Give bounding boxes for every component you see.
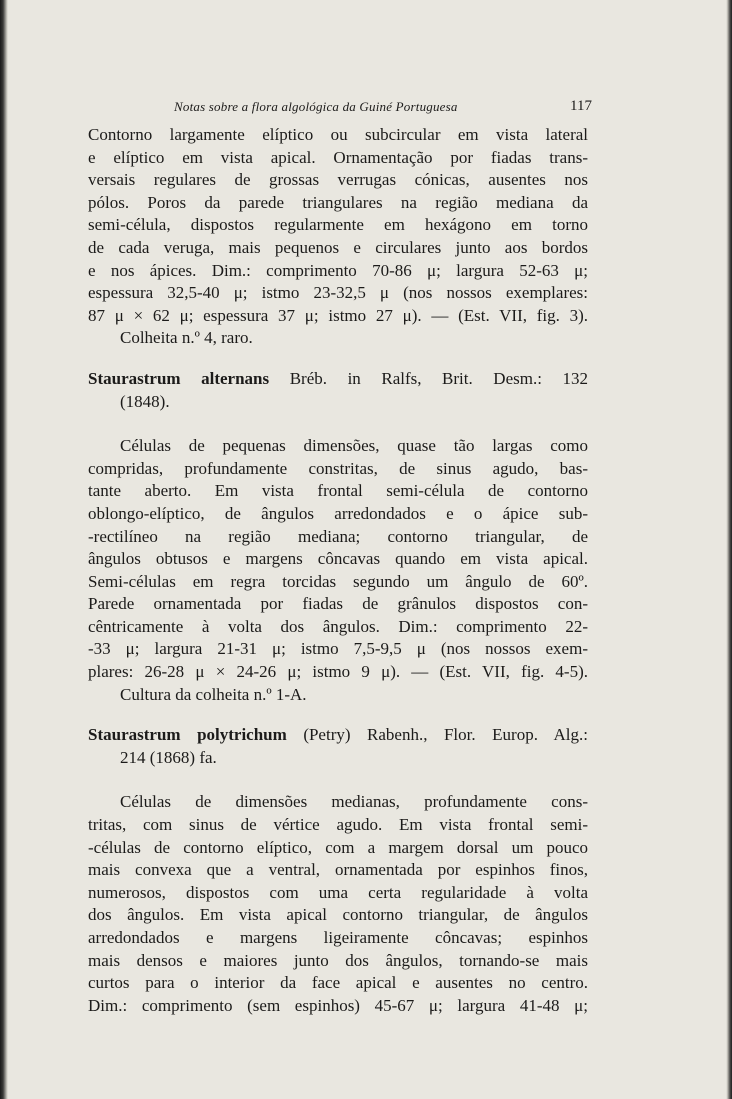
collection-note: Colheita n.º 4, raro. xyxy=(120,328,253,348)
text-line: mais densos e maiores junto dos ângulos, tornando-se mais xyxy=(88,950,588,970)
text-line: curtos para o interior da face apical e ausentes no centro. xyxy=(88,973,588,993)
text-line: numerosos, dispostos com uma certa regularidade à volta xyxy=(88,882,588,902)
species-citation: (Petry) Rabenh., Flor. Europ. Alg.: xyxy=(303,725,588,745)
text-line: semi-célula, dispostos regularmente em hexágono em torno xyxy=(88,215,588,235)
text-line: Semi-células em regra torcidas segundo um ângulo de 60º. xyxy=(88,571,588,591)
text-line: pólos. Poros da parede triangulares na região mediana da xyxy=(88,192,588,212)
species-citation: Bréb. in Ralfs, Brit. Desm.: 132 xyxy=(289,368,589,388)
text-line: cêntricamente à volta dos ângulos. Dim.: comprimento 22- xyxy=(88,616,588,636)
species-citation-year: (1848). xyxy=(120,391,170,411)
culture-note: Cultura da colheita n.º 1-A. xyxy=(120,684,307,704)
paragraph-description-alternans xyxy=(88,435,588,706)
text-line: versais regulares de grossas verrugas cónicas, ausentes nos xyxy=(88,170,588,190)
text-line: plares: 26-28 μ × 24-26 μ; istmo 9 μ). — (Est. VII, fig. 4-5). xyxy=(88,662,588,682)
text-line: oblongo-elíptico, de ângulos arredondados e o ápice sub- xyxy=(88,503,588,523)
book-page xyxy=(88,96,592,1017)
text-line: -rectilíneo na região mediana; contorno triangular, de xyxy=(88,526,588,546)
text-line: e elíptico em vista apical. Ornamentação por fiadas trans- xyxy=(88,147,588,167)
text-line: e nos ápices. Dim.: comprimento 70-86 μ; largura 52-63 μ; xyxy=(88,260,588,280)
text-line: de cada veruga, mais pequenos e circulares junto aos bordos xyxy=(88,237,588,257)
paragraph-description-polytrichum xyxy=(88,791,588,1017)
text-line: tritas, com sinus de vértice agudo. Em vista frontal semi- xyxy=(88,815,588,835)
text-line: Células de pequenas dimensões, quase tão largas como xyxy=(120,436,588,456)
running-header-title: Notas sobre a flora algológica da Guiné Portuguesa xyxy=(174,99,458,114)
species-name: Staurastrum polytrichum xyxy=(88,725,287,745)
text-line: Dim.: comprimento (sem espinhos) 45-67 μ; largura 41-48 μ; xyxy=(88,995,588,1015)
species-heading-staurastrum-alternans xyxy=(88,368,588,413)
page-number: 117 xyxy=(570,98,592,114)
text-line: Contorno largamente elíptico ou subcircular em vista lateral xyxy=(88,125,588,144)
text-line: ângulos obtusos e margens côncavas quando em vista apical. xyxy=(88,549,588,569)
text-line: -33 μ; largura 21-31 μ; istmo 7,5-9,5 μ (nos nossos exem- xyxy=(88,639,588,659)
paragraph-description-continued xyxy=(88,124,588,350)
running-header xyxy=(88,96,592,124)
text-line: compridas, profundamente constritas, de sinus agudo, bas- xyxy=(88,458,588,478)
text-line: Células de dimensões medianas, profundamente cons- xyxy=(120,792,588,812)
scan-right-edge xyxy=(726,0,732,1099)
text-line: arredondados e margens ligeiramente côncavas; espinhos xyxy=(88,928,588,947)
text-line: -células de contorno elíptico, com a margem dorsal um pouco xyxy=(88,837,588,857)
text-line: Parede ornamentada por fiadas de grânulos dispostos con- xyxy=(88,594,588,614)
scan-left-edge xyxy=(0,0,8,1099)
species-name: Staurastrum alternans xyxy=(88,368,270,388)
species-heading-staurastrum-polytrichum xyxy=(88,724,588,769)
text-line: tante aberto. Em vista frontal semi-célula de contorno xyxy=(88,481,588,501)
species-citation-year: 214 (1868) fa. xyxy=(120,747,217,767)
text-line: 87 μ × 62 μ; espessura 37 μ; istmo 27 μ). — (Est. VII, fig. 3). xyxy=(88,305,588,325)
text-line: espessura 32,5-40 μ; istmo 23-32,5 μ (nos nossos exemplares: xyxy=(88,283,588,303)
text-line: dos ângulos. Em vista apical contorno triangular, de ângulos xyxy=(88,905,588,925)
text-line: mais convexa que a ventral, ornamentada por espinhos finos, xyxy=(88,860,588,880)
